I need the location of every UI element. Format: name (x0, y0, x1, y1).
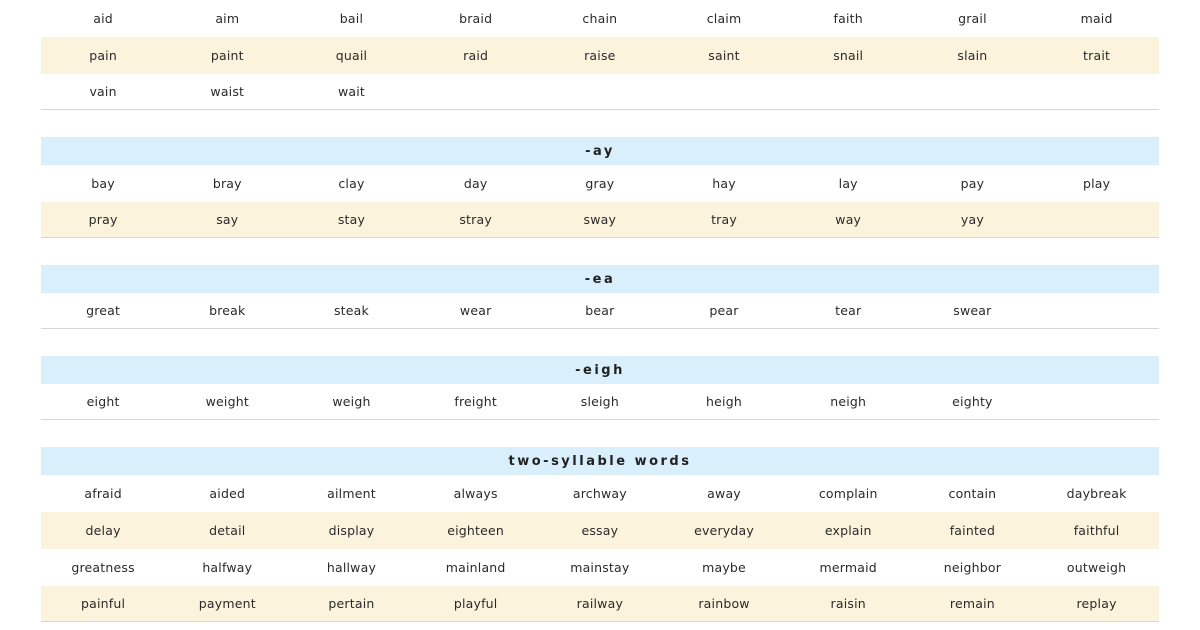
word-row (41, 586, 1159, 622)
section-heading: -ay (41, 137, 1159, 165)
word-cell: sway (583, 212, 617, 227)
word-cell: railway (576, 596, 624, 611)
word-cell: play (1082, 175, 1111, 191)
word-cell: maybe (702, 559, 746, 575)
word-cell: rainbow (698, 596, 750, 611)
word-cell: break (209, 303, 246, 318)
word-cell: halfway (202, 559, 253, 575)
word-cell: painful (81, 596, 126, 611)
word-cell: steak (333, 303, 369, 318)
word-cell: chain (582, 10, 618, 26)
word-cell: neigh (830, 394, 867, 409)
section-heading: -ea (41, 265, 1159, 293)
word-cell: mainstay (570, 559, 630, 575)
word-cell: aided (209, 485, 246, 501)
word-cell: stay (337, 212, 366, 227)
word-cell: daybreak (1066, 485, 1127, 501)
section-heading: -eigh (41, 356, 1159, 384)
word-cell: contain (948, 485, 997, 501)
word-cell: always (453, 485, 498, 501)
word-cell: greatness (71, 559, 135, 575)
word-cell: gray (585, 175, 615, 191)
word-cell: lay (838, 175, 858, 191)
section-heading: two-syllable words (41, 447, 1159, 475)
word-cell: faithful (1073, 522, 1120, 538)
word-cell: pay (960, 175, 985, 191)
word-cell: day (463, 175, 488, 191)
word-cell: tray (711, 212, 737, 227)
section-spacer (41, 238, 1159, 265)
word-cell: away (707, 485, 741, 501)
word-cell: snail (833, 47, 864, 63)
word-cell: heigh (706, 394, 742, 409)
word-row (41, 549, 1159, 586)
word-cell: grail (958, 10, 987, 26)
word-cell: display (328, 522, 375, 538)
word-cell: faith (833, 10, 863, 26)
word-cell: tear (835, 303, 862, 318)
word-cell: eight (86, 394, 120, 409)
word-cell: afraid (84, 485, 122, 501)
word-cell: wait (337, 84, 365, 99)
word-cell: eighty (952, 394, 993, 409)
word-cell: ailment (327, 485, 376, 501)
word-list-sheet (41, 0, 1159, 622)
word-cell: great (86, 303, 121, 318)
word-row (41, 202, 1159, 238)
word-cell: wear (459, 303, 492, 318)
word-cell: hay (712, 175, 736, 191)
word-cell: explain (824, 522, 872, 538)
word-cell: hallway (326, 559, 377, 575)
word-cell: raisin (830, 596, 866, 611)
word-cell: slain (957, 47, 988, 63)
word-cell: pertain (328, 596, 375, 611)
section-spacer (41, 329, 1159, 356)
word-cell: clay (338, 175, 365, 191)
word-cell: bail (339, 10, 364, 26)
word-cell: detail (209, 522, 246, 538)
word-cell: mainland (445, 559, 506, 575)
word-cell: mermaid (819, 559, 877, 575)
word-cell: say (216, 212, 239, 227)
word-cell: trait (1083, 47, 1111, 63)
word-cell: pain (89, 47, 117, 63)
word-cell: aim (215, 10, 240, 26)
word-cell: pear (709, 303, 739, 318)
word-cell: pray (88, 212, 118, 227)
word-cell: essay (581, 522, 619, 538)
word-cell: freight (454, 394, 497, 409)
word-cell: quail (335, 47, 368, 63)
word-cell: payment (198, 596, 256, 611)
word-cell: bray (212, 175, 242, 191)
word-row (41, 293, 1159, 329)
word-cell: braid (459, 10, 493, 26)
word-cell: swear (953, 303, 992, 318)
word-cell: claim (706, 10, 742, 26)
word-cell: replay (1076, 596, 1117, 611)
word-cell: complain (818, 485, 878, 501)
word-cell: way (835, 212, 862, 227)
word-cell: paint (210, 47, 244, 63)
word-cell: outweigh (1066, 559, 1127, 575)
word-row (41, 0, 1159, 37)
word-cell: bear (585, 303, 615, 318)
word-cell: playful (453, 596, 498, 611)
word-cell: raid (463, 47, 489, 63)
word-row (41, 165, 1159, 202)
word-cell: remain (949, 596, 995, 611)
word-cell: saint (708, 47, 740, 63)
word-cell: weigh (332, 394, 371, 409)
word-cell: neighbor (943, 559, 1002, 575)
word-cell: maid (1080, 10, 1113, 26)
word-cell: weight (205, 394, 249, 409)
word-cell: everyday (694, 522, 754, 538)
word-cell: stray (459, 212, 492, 227)
word-cell: bay (91, 175, 115, 191)
word-row (41, 384, 1159, 420)
word-cell: vain (89, 84, 117, 99)
word-cell: sleigh (580, 394, 619, 409)
word-cell: archway (572, 485, 627, 501)
word-cell: eighteen (447, 522, 505, 538)
word-row (41, 37, 1159, 74)
word-cell: waist (210, 84, 245, 99)
word-row (41, 74, 1159, 110)
section-spacer (41, 110, 1159, 137)
word-cell: raise (584, 47, 616, 63)
word-cell: aid (93, 10, 113, 26)
word-cell: fainted (949, 522, 996, 538)
word-row (41, 475, 1159, 512)
word-row (41, 512, 1159, 549)
word-cell: delay (85, 522, 121, 538)
section-spacer (41, 420, 1159, 447)
word-cell: yay (960, 212, 984, 227)
